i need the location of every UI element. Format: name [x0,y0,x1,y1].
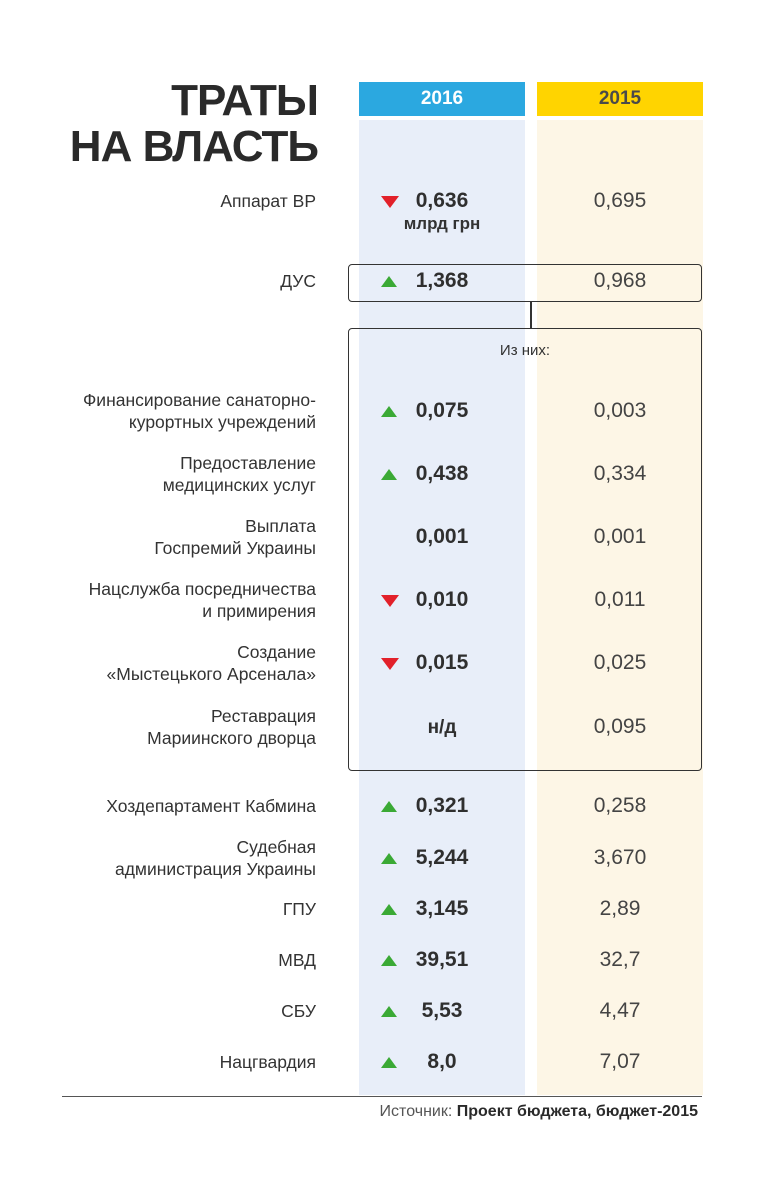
row-label-line1: МВД [278,950,316,970]
row-label-line1: Нацслужба посредничества [88,579,316,599]
value-2016-number: 39,51 [415,948,469,971]
row-label-line2: и примирения [202,601,316,621]
row-label-line1: ГПУ [282,899,316,919]
row-label-line1: Хоздепартамент Кабмина [106,796,316,816]
value-2015: 0,334 [593,462,647,485]
row-label-line2: медицинских услуг [162,475,316,495]
increase-arrow-icon [381,853,397,864]
row-label-line2: Мариинского дворца [147,728,316,748]
increase-arrow-icon [381,406,397,417]
value-2016 [359,794,525,818]
source-text: Проект бюджета, бюджет-2015 [456,1103,698,1120]
value-2016 [359,651,525,675]
value-2015: 0,695 [593,189,647,212]
value-2016-number: 5,244 [415,846,469,869]
subgroup-label: Из них: [499,342,551,359]
value-2015: 0,003 [593,399,647,422]
row-label-line2: Госпремий Украины [154,538,316,558]
value-2015: 0,011 [594,588,646,611]
increase-arrow-icon [381,1057,397,1068]
value-2016 [359,588,525,612]
value-2016-number: 0,438 [415,462,469,485]
value-2016-number: 5,53 [421,999,463,1022]
dus-connector-line [530,302,532,328]
row-label-line1: Финансирование санаторно- [82,390,316,410]
chart-title [70,78,318,170]
value-2016-number: 0,015 [415,651,469,674]
row-label-line1: Выплата [245,516,316,536]
increase-arrow-icon [381,469,397,480]
value-2015: 0,258 [593,794,647,817]
value-2016 [359,715,525,739]
value-2016-number: н/д [427,717,457,738]
row-label [283,898,316,920]
value-2015: 0,095 [593,715,647,738]
row-label-line1: ДУС [280,271,316,291]
decrease-arrow-icon [381,658,399,670]
row-label [115,836,316,880]
row-label [147,705,316,749]
chart-title-line1: ТРАТЫ [171,76,318,125]
value-2015: 2,89 [599,897,641,920]
header-2015: 2015 [537,82,703,116]
row-label [281,1000,316,1022]
value-2016 [359,462,525,486]
value-2016-number: 0,010 [415,588,469,611]
row-label [220,190,316,212]
row-label [278,949,316,971]
value-2015: 0,001 [593,525,647,548]
value-2016 [359,525,525,549]
row-label [220,1051,316,1073]
row-label [89,578,316,622]
value-2015: 3,670 [593,846,647,869]
value-2016-number: 0,001 [415,525,469,548]
value-2016 [359,999,525,1023]
row-label [280,270,316,292]
value-2015: 0,025 [593,651,647,674]
row-label [83,389,316,433]
value-2016-number: 3,145 [415,897,469,920]
dus-breakdown-box [348,328,702,771]
value-2016 [359,189,525,213]
row-label [154,515,316,559]
row-label-line1: Создание [237,642,316,662]
row-label-line1: Реставрация [211,706,316,726]
value-2016 [359,399,525,423]
row-label-line1: Аппарат ВР [220,191,316,211]
value-2016 [359,897,525,921]
value-2016-number: 1,368 [415,269,469,292]
chart-title-line2: НА ВЛАСТЬ [69,122,318,171]
header-2016: 2016 [359,82,525,116]
value-2016 [359,948,525,972]
value-2016 [359,846,525,870]
increase-arrow-icon [381,801,397,812]
row-label-line2: курортных учреждений [128,412,316,432]
row-label [107,641,316,685]
increase-arrow-icon [381,276,397,287]
value-2015: 32,7 [599,948,641,971]
row-label-line2: администрация Украины [114,859,316,879]
unit-label: млрд грн [403,214,481,233]
row-label-line2: «Мыстецького Арсенала» [106,664,316,684]
increase-arrow-icon [381,955,397,966]
value-2016-number: 0,321 [415,794,469,817]
value-2016-number: 0,075 [415,399,469,422]
increase-arrow-icon [381,904,397,915]
value-2016 [359,1050,525,1074]
row-label-line1: Нацгвардия [219,1052,316,1072]
value-2016-number: 0,636 [415,189,469,212]
value-2015: 0,968 [593,269,647,292]
row-label-line1: Предоставление [180,453,316,473]
value-2015: 4,47 [599,999,641,1022]
row-label-line1: СБУ [281,1001,316,1021]
row-label [106,795,316,817]
source-prefix: Источник: [379,1103,453,1120]
value-2016-number: 8,0 [427,1050,457,1073]
footer-divider [62,1096,702,1097]
decrease-arrow-icon [381,595,399,607]
decrease-arrow-icon [381,196,399,208]
value-2016 [359,269,525,293]
source-note [380,1103,698,1121]
row-label [163,452,316,496]
value-2015: 7,07 [599,1050,641,1073]
row-label-line1: Судебная [236,837,316,857]
increase-arrow-icon [381,1006,397,1017]
